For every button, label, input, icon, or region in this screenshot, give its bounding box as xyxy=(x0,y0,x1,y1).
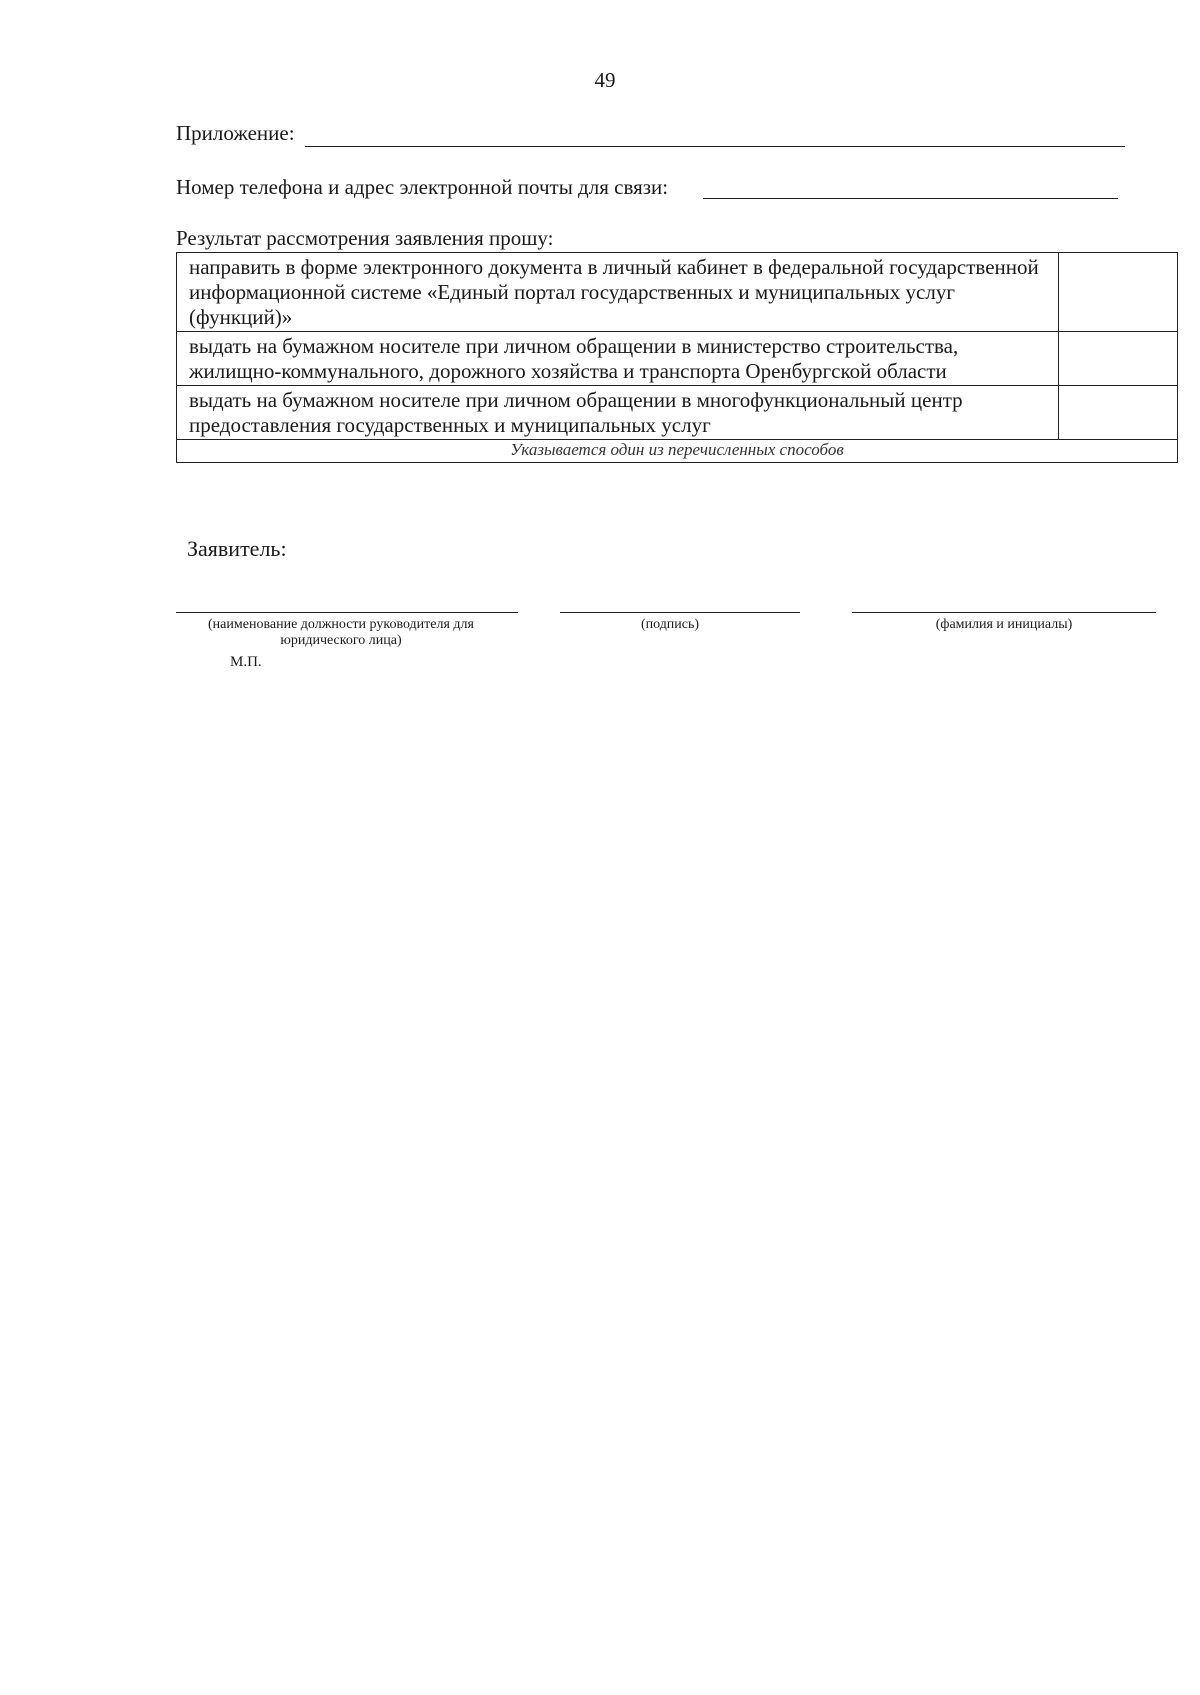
name-caption: (фамилия и инициалы) xyxy=(935,617,1073,632)
option-text: выдать на бумажном носителе при личном обращении в многофункциональный центр предоставления государственных и муниципальных услуг xyxy=(177,386,1059,440)
option-row xyxy=(177,253,1178,332)
signature-line xyxy=(560,612,800,613)
result-options-table xyxy=(176,252,1178,463)
option-text: выдать на бумажном носителе при личном обращении в министерство строительства, жилищно-коммунального, дорожного хозяйства и транспорта Оренбургской области xyxy=(177,332,1059,386)
option-checkbox-cell[interactable] xyxy=(1059,253,1178,332)
position-caption: (наименование должности руководителя для юридического лица) xyxy=(208,617,474,648)
options-note: Указывается один из перечисленных способов xyxy=(177,440,1178,463)
option-checkbox-cell[interactable] xyxy=(1059,386,1178,440)
stamp-mark: М.П. xyxy=(230,654,262,670)
contact-fill-line xyxy=(703,198,1118,199)
signature-caption: (подпись) xyxy=(640,617,700,632)
option-checkbox-cell[interactable] xyxy=(1059,332,1178,386)
option-text: направить в форме электронного документа в личный кабинет в федеральной государственной информационной системе «Единый портал государственных и муниципальных услуг (функций)» xyxy=(177,253,1059,332)
page-number: 49 xyxy=(594,68,616,92)
appendix-fill-line xyxy=(305,146,1125,147)
result-label: Результат рассмотрения заявления прошу: xyxy=(176,226,554,250)
option-row xyxy=(177,332,1178,386)
contact-label: Номер телефона и адрес электронной почты для связи: xyxy=(176,175,669,199)
appendix-label: Приложение: xyxy=(176,121,295,145)
position-line xyxy=(176,612,518,613)
applicant-label: Заявитель: xyxy=(187,536,287,561)
options-note-row xyxy=(177,440,1178,463)
name-line xyxy=(852,612,1156,613)
option-row xyxy=(177,386,1178,440)
